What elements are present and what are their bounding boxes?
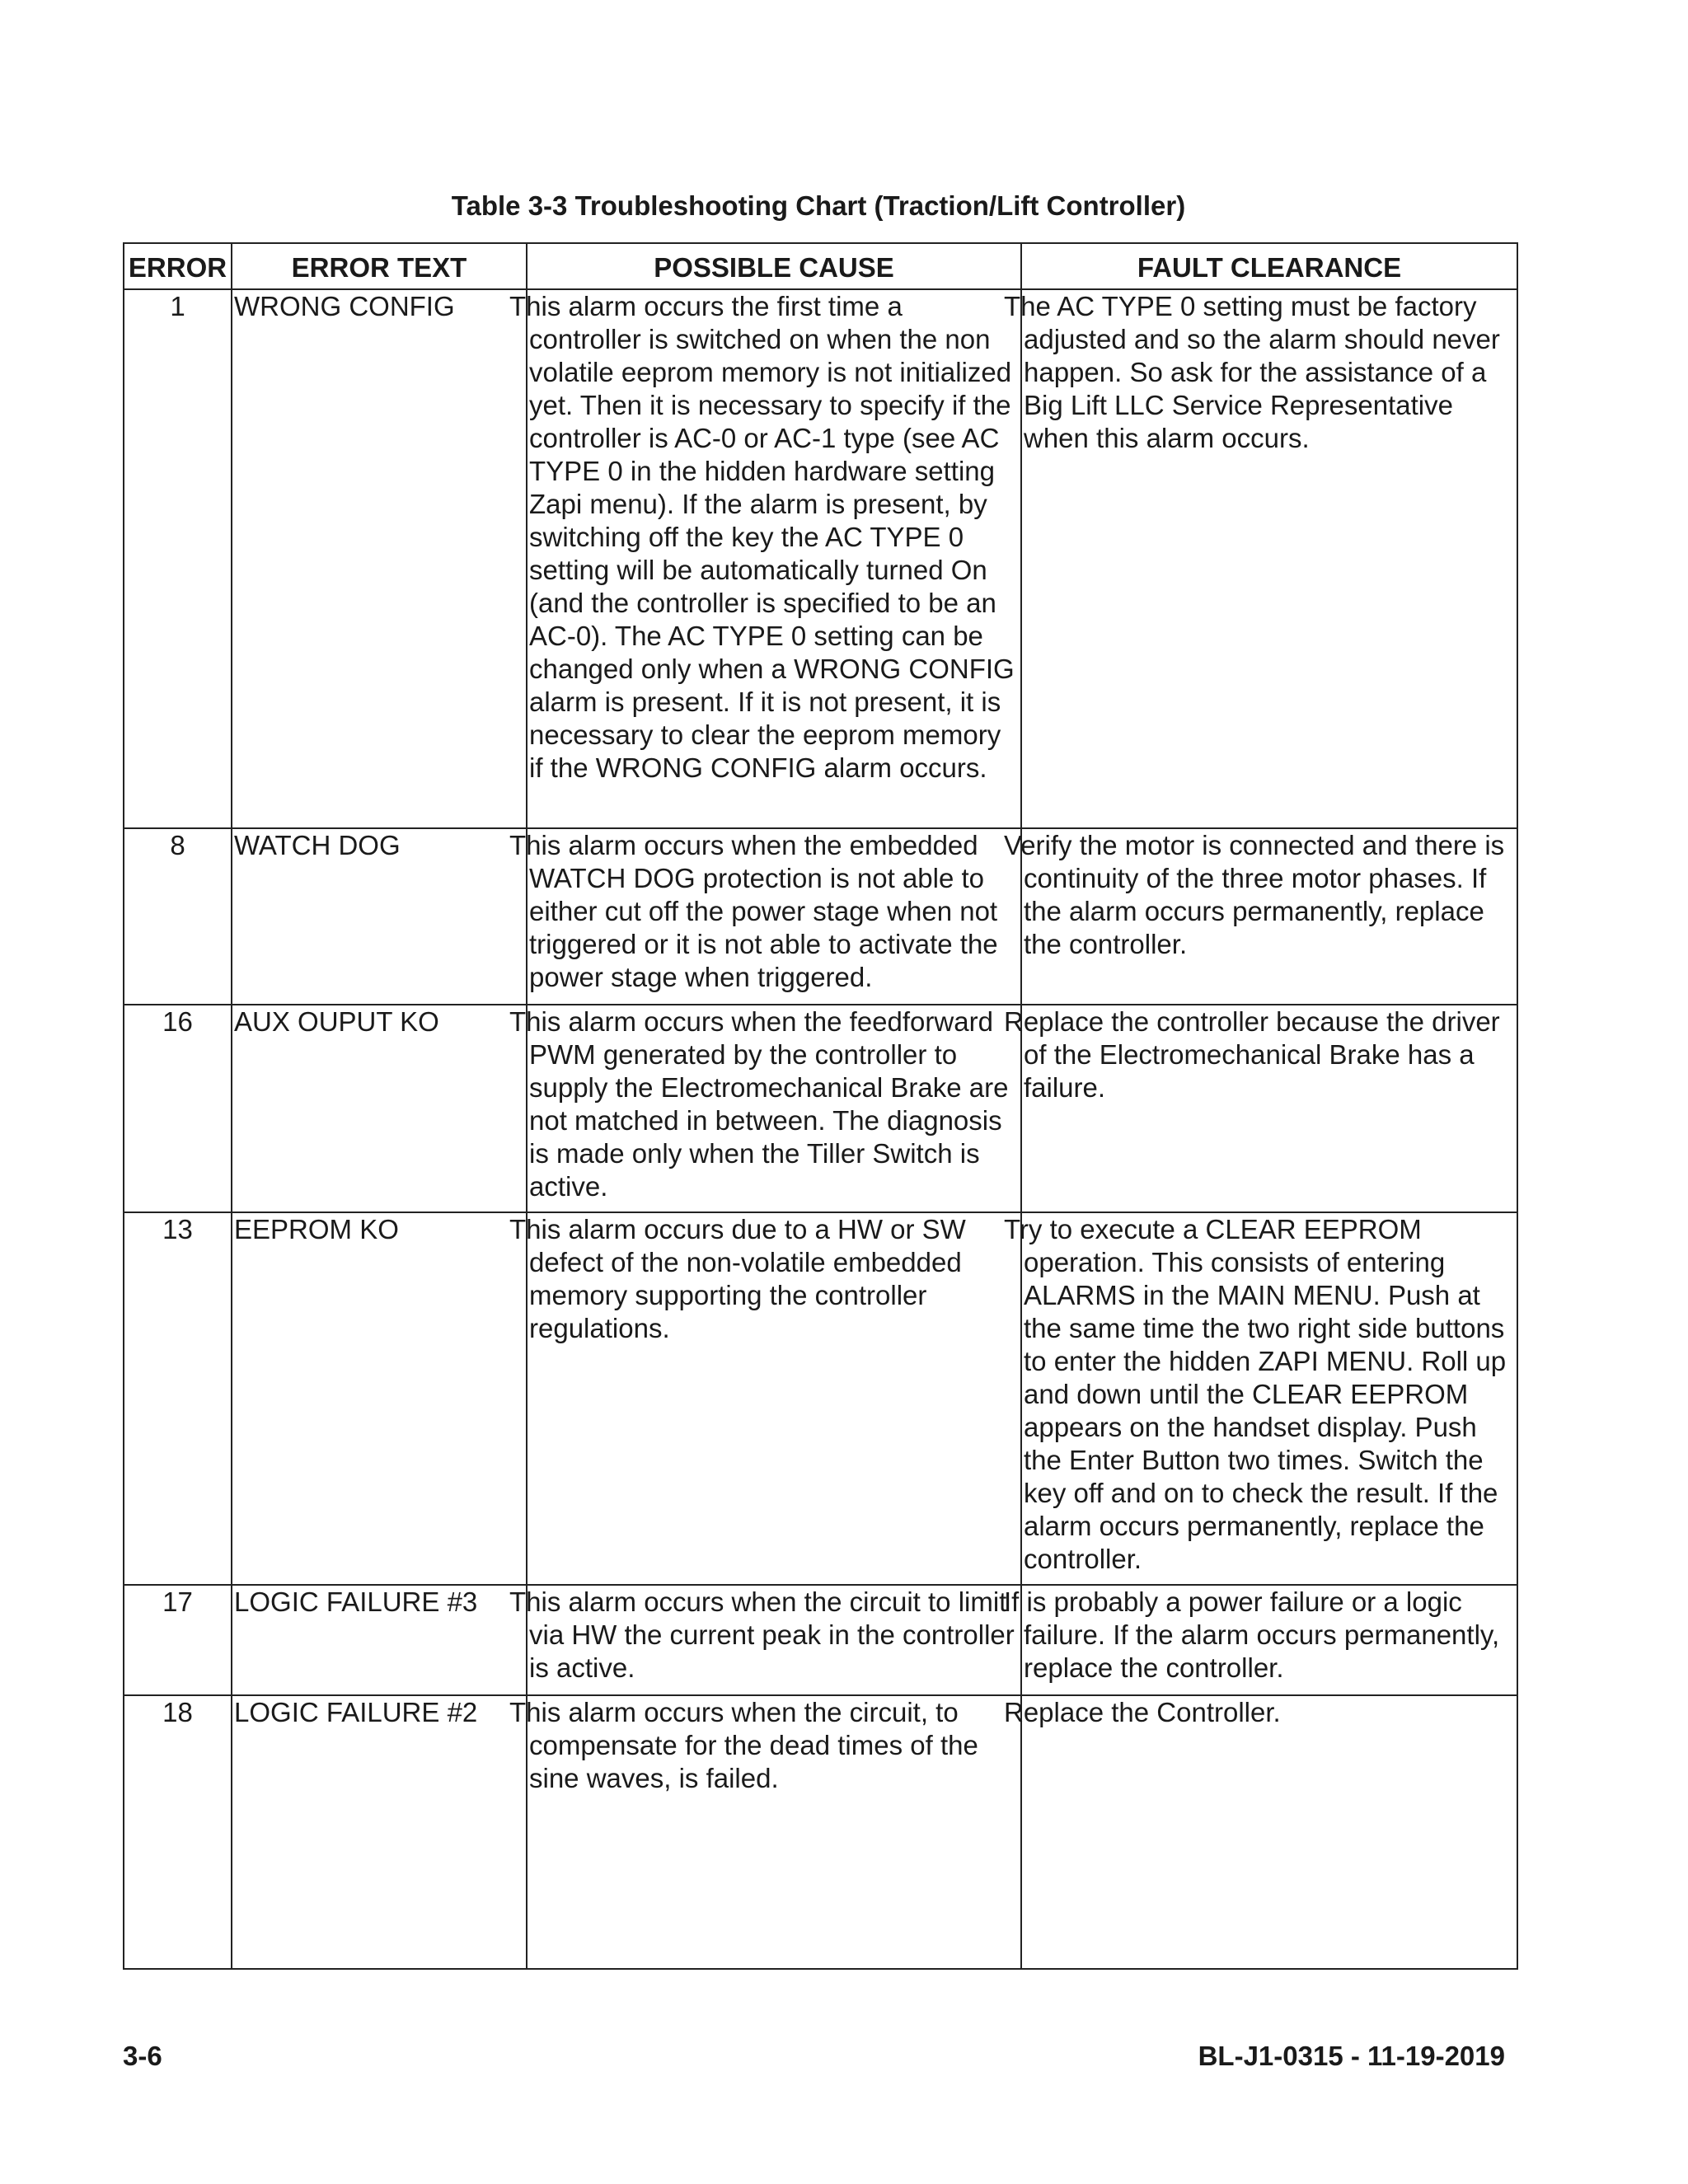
- header-error: ERROR: [124, 243, 232, 289]
- error-text: WRONG CONFIG: [232, 289, 527, 828]
- error-code: 13: [124, 1212, 232, 1585]
- page-number: 3-6: [123, 2041, 162, 2071]
- header-fault-clearance: FAULT CLEARANCE: [1021, 243, 1517, 289]
- header-possible-cause: POSSIBLE CAUSE: [527, 243, 1021, 289]
- error-code: 17: [124, 1585, 232, 1695]
- error-text: WATCH DOG: [232, 828, 527, 1005]
- troubleshooting-table: [123, 242, 1518, 1970]
- header-error-text: ERROR TEXT: [232, 243, 527, 289]
- document-id: BL-J1-0315 - 11-19-2019: [1198, 2041, 1505, 2071]
- possible-cause: This alarm occurs due to a HW or SW defect of the non-volatile embedded memory supporting the controller regulations.: [527, 1212, 1021, 1585]
- fault-clearance: If is probably a power failure or a logic failure. If the alarm occurs permanently, replace the controller.: [1021, 1585, 1517, 1695]
- fault-clearance: The AC TYPE 0 setting must be factory adjusted and so the alarm should never happen. So ask for the assistance of a Big Lift LLC Service Representative when this alarm occurs.: [1021, 289, 1517, 828]
- table-row: [124, 828, 1517, 1005]
- error-text: LOGIC FAILURE #3: [232, 1585, 527, 1695]
- error-code: 16: [124, 1005, 232, 1212]
- possible-cause: This alarm occurs when the feedforward PWM generated by the controller to supply the Electromechanical Brake are not matched in between. The diagnosis is made only when the Tiller Switch is active.: [527, 1005, 1021, 1212]
- possible-cause: This alarm occurs when the embedded WATCH DOG protection is not able to either cut off the power stage when not triggered or it is not able to activate the power stage when triggered.: [527, 828, 1021, 1005]
- table-row: [124, 1585, 1517, 1695]
- fault-clearance: Replace the controller because the driver of the Electromechanical Brake has a failure.: [1021, 1005, 1517, 1212]
- table-row: [124, 1695, 1517, 1969]
- table-row: [124, 1005, 1517, 1212]
- possible-cause: This alarm occurs the first time a controller is switched on when the non volatile eeprom memory is not initialized yet. Then it is necessary to specify if the controller is AC-0 or AC-1 type (see AC TYPE 0 in the hidden hardware setting Zapi menu). If the alarm is present, by switching off the key the AC TYPE 0 setting will be automatically turned On (and the controller is specified to be an AC-0). The AC TYPE 0 setting can be changed only when a WRONG CONFIG alarm is present. If it is not present, it is necessary to clear the eeprom memory if the WRONG CONFIG alarm occurs.: [527, 289, 1021, 828]
- table-row: [124, 289, 1517, 828]
- fault-clearance: Replace the Controller.: [1021, 1695, 1517, 1969]
- error-text: AUX OUPUT KO: [232, 1005, 527, 1212]
- table-header-row: [124, 243, 1517, 289]
- fault-clearance: Verify the motor is connected and there is continuity of the three motor phases. If the alarm occurs permanently, replace the controller.: [1021, 828, 1517, 1005]
- error-text: LOGIC FAILURE #2: [232, 1695, 527, 1969]
- table-row: [124, 1212, 1517, 1585]
- error-code: 18: [124, 1695, 232, 1969]
- possible-cause: This alarm occurs when the circuit to limit via HW the current peak in the controller is active.: [527, 1585, 1021, 1695]
- fault-clearance: Try to execute a CLEAR EEPROM operation. This consists of entering ALARMS in the MAIN MENU. Push at the same time the two right side buttons to enter the hidden ZAPI MENU. Roll up and down until the CLEAR EEPROM appears on the handset display. Push the Enter Button two times. Switch the key off and on to check the result. If the alarm occurs permanently, replace the controller.: [1021, 1212, 1517, 1585]
- error-code: 1: [124, 289, 232, 828]
- error-code: 8: [124, 828, 232, 1005]
- table-title: Table 3-3 Troubleshooting Chart (Traction/Lift Controller): [451, 190, 1186, 221]
- error-text: EEPROM KO: [232, 1212, 527, 1585]
- possible-cause: This alarm occurs when the circuit, to compensate for the dead times of the sine waves, is failed.: [527, 1695, 1021, 1969]
